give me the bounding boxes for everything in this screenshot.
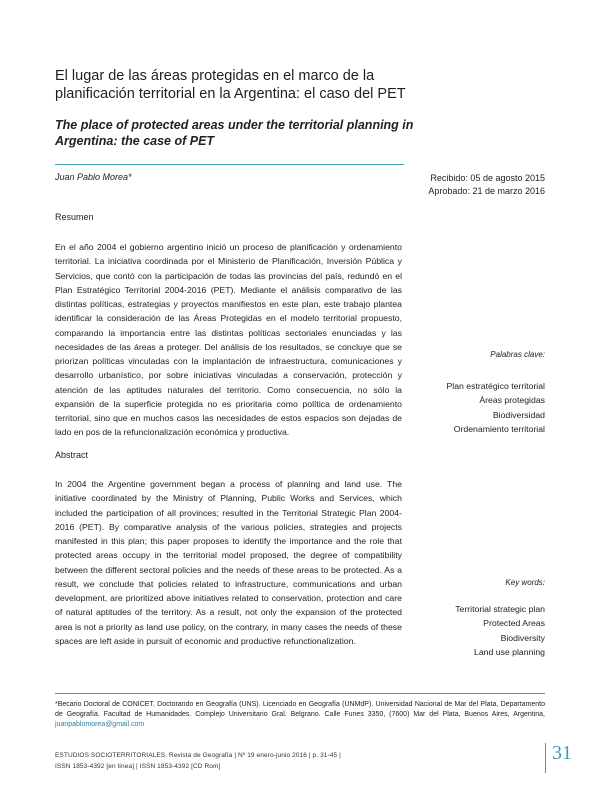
- palabras-clave-heading: Palabras clave:: [490, 350, 545, 359]
- author-name: Juan Pablo Morea*: [55, 172, 132, 182]
- abstract-heading: Abstract: [55, 450, 89, 460]
- key-words-heading: Key words:: [505, 578, 545, 587]
- author-email-link[interactable]: juanpablomorea@gmail.com: [55, 721, 145, 728]
- page-number-divider: [545, 743, 546, 773]
- approved-date: Aprobado: 21 de marzo 2016: [428, 186, 545, 196]
- page-number: 31: [552, 742, 572, 764]
- submission-dates: [428, 172, 545, 198]
- resumen-text: En el año 2004 el gobierno argentino inició un proceso de planificación y ordenamiento territorial. La iniciativa coordinada por el Ministerio de Planificación, Inversión Pública y Servicios, que contó con la participación de todas las provincias del país, redundó en el Plan Estratégico Territorial 2004-2016 (PET). Mediante el análisis comparativo de las distintas políticas, estrategias y proyectos manifiestos en este plan, este trabajo plantea identificar la consideración de las Áreas Protegidas en el modelo territorial propuesto, comparando la importancia entre las distintas políticas sectoriales enunciadas y las necesidades de las áreas a proteger. Del análisis de los resultados, se concluye que se priorizan políticas vinculadas con la implantación de infraestructura, comunicaciones y desarrollo urbanístico, por sobre iniciativas vinculadas a conservación, protección y atención de las aptitudes naturales del territorio. Como consecuencia, no sólo la expansión de la superficie protegida no es prioritaria como política de ordenamiento territorial, sino que en muchos casos las necesidades de estos espacios son dejadas de lado en pos de la refuncionalización económica y productiva.: [55, 242, 402, 438]
- abstract-text: In 2004 the Argentine government began a process of planning and land use. The initiative coordinated by the Ministry of Planning, Public Works and Services, which included the participation of all provinces; resulted in the Territorial Strategic Plan 2004-2016 (PET). By comparative analysis of the various policies, strategies and projects manifested in this plan; this paper proposes to identify the importance and the role that protected areas occupy in the territorial model proposed, the degree of compatibility between the different sectoral policies and the needs of these areas to be protected. As a result, we conclude that policies related to infrastructure, communications and urban development, are prioritized above initiatives related to conservation, protection and care of natural aptitudes of the territory. As a result, not only the expansion of the protected area is not a priority as land use policy, on the contrary, in many cases the needs of these spaces are left aside in pursuit of economic and productive refunctionalization.: [55, 479, 402, 646]
- keyword-item: Biodiversidad: [492, 409, 545, 420]
- article-subtitle-english: The place of protected areas under the territorial planning in Argentina: the case of PET: [55, 118, 414, 148]
- palabras-clave-list: [446, 379, 545, 436]
- key-words-list: [455, 602, 545, 659]
- keyword-item: Land use planning: [473, 646, 545, 657]
- journal-info: [55, 750, 341, 772]
- article-title: El lugar de las áreas protegidas en el marco de la planificación territorial en la Argentina: el caso del PET: [55, 68, 406, 102]
- keyword-item: Territorial strategic plan: [455, 604, 545, 614]
- keyword-item: Áreas protegidas: [479, 395, 545, 406]
- resumen-heading: Resumen: [55, 212, 94, 222]
- journal-issn: ISSN 1853-4392 [en línea] | ISSN 1853-4392 [CD Rom]: [55, 763, 221, 770]
- keyword-item: Plan estratégico territorial: [446, 381, 545, 391]
- footnote-text: *Becario Doctoral de CONICET. Doctorando en Geografía (UNS). Licenciado en Geografía (UNMdP). Universidad Nacional de Mar del Plata, Departamento de Geografía. Facultad de Humanidades. Complejo Universitario Gral. Belgrano. Calle Funes 3350, (7600) Mar del Plata, Buenos Aires, Argentina,: [55, 701, 545, 718]
- author-footnote: [55, 700, 545, 730]
- received-date: Recibido: 05 de agosto 2015: [430, 173, 545, 183]
- keyword-item: Biodiversity: [500, 632, 545, 643]
- keyword-item: Protected Areas: [483, 618, 545, 629]
- journal-citation: ESTUDIOS SOCIOTERRITORIALES. Revista de Geografía | Nº 19 enero-junio 2016 | p. 31-45 |: [55, 752, 341, 759]
- keyword-item: Ordenamiento territorial: [453, 423, 545, 434]
- footnote-divider: [55, 693, 545, 694]
- title-divider: [55, 164, 404, 165]
